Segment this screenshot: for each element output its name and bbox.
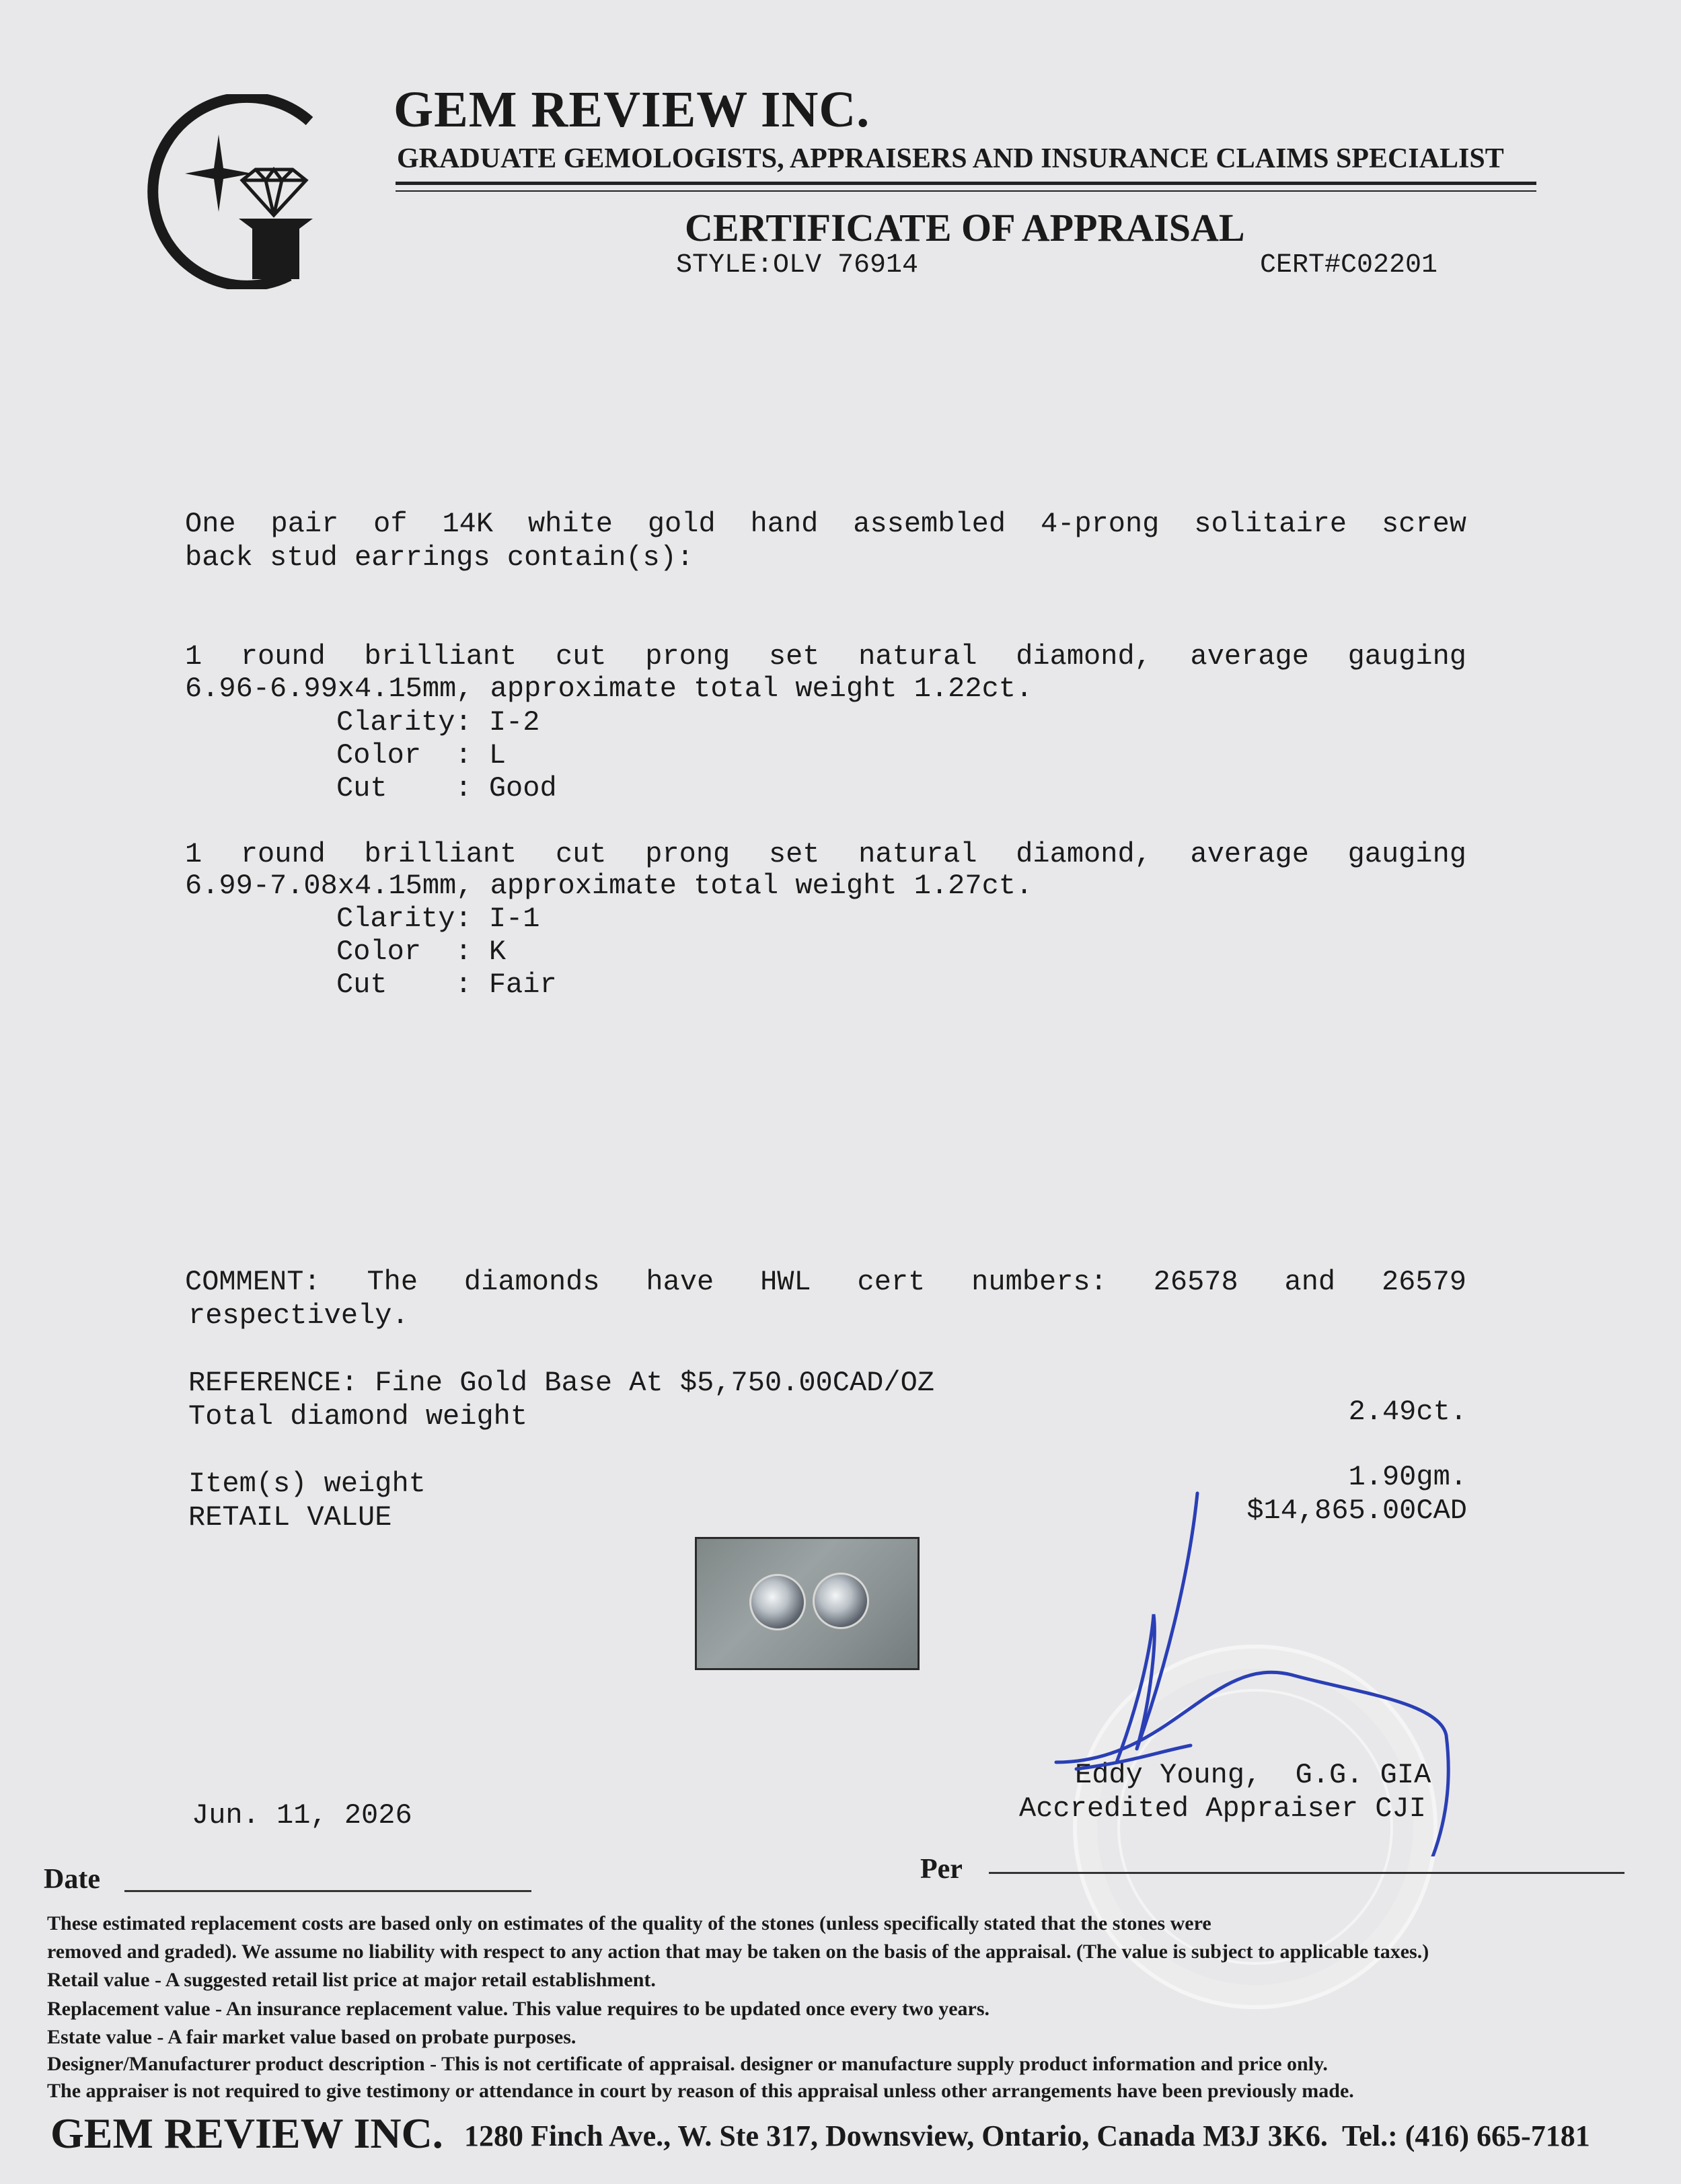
disclaimer-designer: Designer/Manufacturer product description - This is not certificate of appraisal. designer or manufacture supply product information and price only. [47, 2053, 1328, 2075]
earring-stone-left [749, 1574, 806, 1630]
cert-number: CERT#C02201 [1260, 250, 1438, 280]
footer-company-name: GEM REVIEW INC. [50, 2109, 443, 2157]
footer-address: 1280 Finch Ave., W. Ste 317, Downsview, Ontario, Canada M3J 3K6. Tel.: (416) 665-7181 [464, 2119, 1590, 2152]
disclaimer-replacement-value: Replacement value - An insurance replacement value. This value requires to be updated once every two years. [47, 1998, 990, 2020]
disclaimer-line-2: removed and graded). We assume no liability with respect to any action that may be taken on the basis of the appraisal. (The value is subject to applicable taxes.) [47, 1941, 1429, 1963]
company-logo-icon [138, 94, 333, 289]
stone-2-color: Color : K [336, 936, 507, 968]
disclaimer-testimony: The appraiser is not required to give testimony or attendance in court by reason of this appraisal unless other arrangements have been previously made. [47, 2080, 1354, 2102]
stone-2-cut: Cut : Fair [336, 969, 557, 1001]
total-diamond-weight-label: Total diamond weight [188, 1400, 528, 1433]
date-line [124, 1890, 531, 1892]
appraisal-date: Jun. 11, 2026 [192, 1799, 412, 1832]
comment-line-1: COMMENT: The diamonds have HWL cert numbers: 26578 and 26579 [185, 1266, 1466, 1298]
stone-1-line-1: 1 round brilliant cut prong set natural diamond, average gauging [185, 640, 1466, 673]
stone-2-line-2: 6.99-7.08x4.15mm, approximate total weight 1.27ct. [185, 870, 1033, 902]
disclaimer-retail-value: Retail value - A suggested retail list price at major retail establishment. [47, 1969, 656, 1991]
per-label: Per [920, 1854, 963, 1885]
company-tagline: GRADUATE GEMOLOGISTS, APPRAISERS AND INSURANCE CLAIMS SPECIALIST [397, 143, 1504, 174]
item-weight-value: 1.90gm. [1348, 1461, 1467, 1493]
document-title: CERTIFICATE OF APPRAISAL [685, 206, 1245, 250]
item-weight-label: Item(s) weight [188, 1468, 426, 1500]
reference-line: REFERENCE: Fine Gold Base At $5,750.00CAD/OZ [188, 1367, 934, 1399]
description-line-2: back stud earrings contain(s): [185, 541, 694, 574]
date-label: Date [44, 1864, 100, 1895]
appraiser-name: Eddy Young, G.G. GIA [1075, 1759, 1431, 1791]
stone-2-clarity: Clarity: I-1 [336, 903, 540, 935]
per-line [989, 1872, 1624, 1874]
style-number: STYLE:OLV 76914 [676, 250, 919, 280]
comment-line-2: respectively. [188, 1300, 409, 1332]
earring-stone-right [813, 1573, 869, 1629]
earrings-photo [695, 1537, 920, 1670]
retail-value-amount: $14,865.00CAD [1246, 1495, 1467, 1527]
disclaimer-line-1: These estimated replacement costs are based only on estimates of the quality of the stones (unless specifically stated that the stones were [47, 1912, 1211, 1934]
total-diamond-weight-value: 2.49ct. [1348, 1396, 1467, 1428]
stone-1-clarity: Clarity: I-2 [336, 706, 540, 739]
stone-1-cut: Cut : Good [336, 772, 557, 804]
company-name: GEM REVIEW INC. [394, 81, 870, 138]
description-line-1: One pair of 14K white gold hand assembled 4-prong solitaire screw [185, 508, 1466, 540]
header-rule-thin [396, 190, 1536, 192]
stone-1-color: Color : L [336, 739, 507, 771]
retail-value-label: RETAIL VALUE [188, 1501, 392, 1534]
header-rule-thick [396, 182, 1536, 185]
stone-2-line-1: 1 round brilliant cut prong set natural diamond, average gauging [185, 838, 1466, 870]
appraiser-title: Accredited Appraiser CJI [1019, 1793, 1426, 1825]
stone-1-line-2: 6.96-6.99x4.15mm, approximate total weight 1.22ct. [185, 673, 1033, 705]
disclaimer-estate-value: Estate value - A fair market value based on probate purposes. [47, 2026, 576, 2048]
appraiser-signature [1036, 1480, 1507, 1856]
